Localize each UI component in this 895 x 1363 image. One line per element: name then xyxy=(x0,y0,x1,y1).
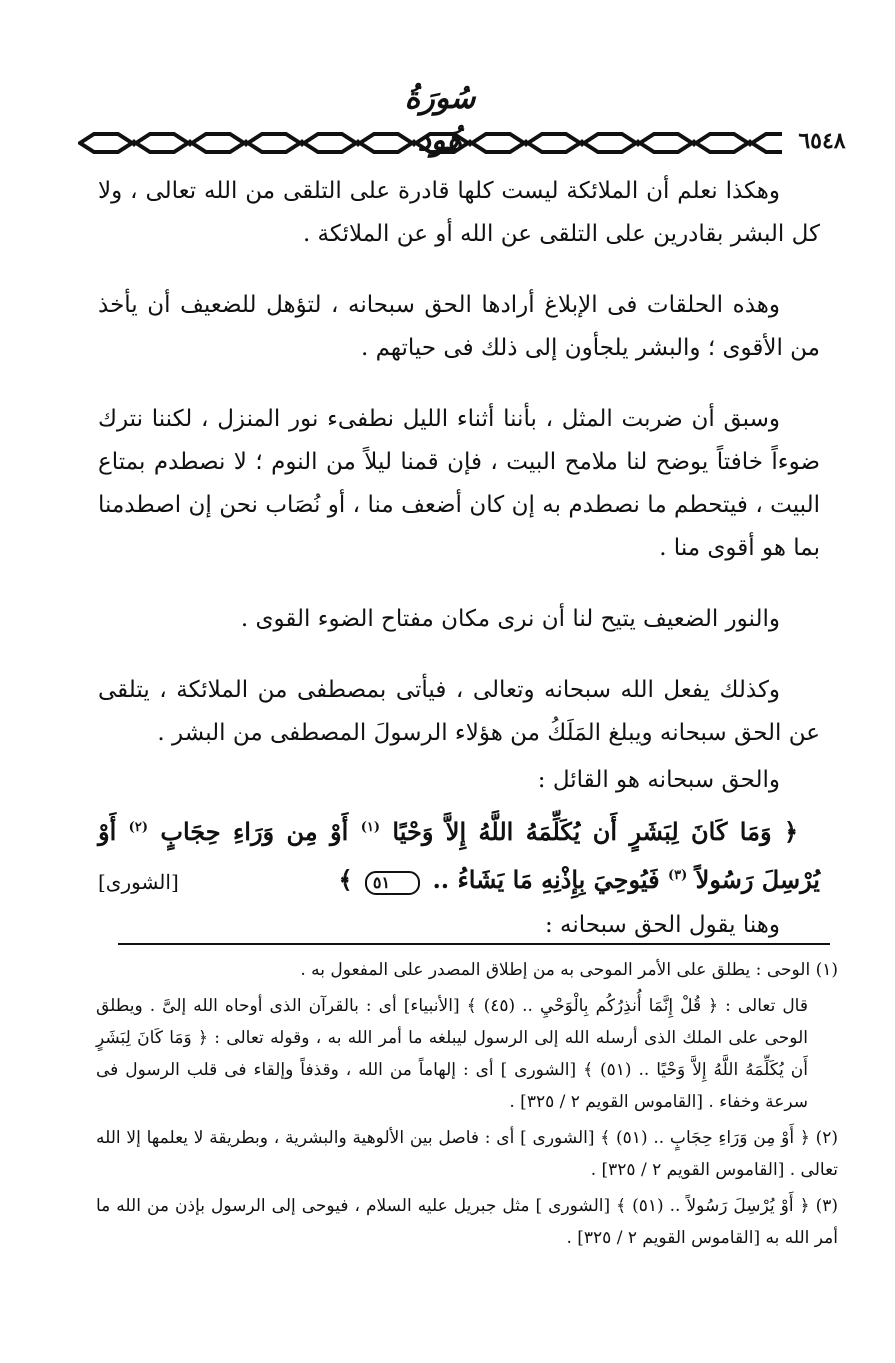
footnote-1-title: (١) الوحى : يطلق على الأمر الموحى به من إطلاق المصدر على المفعول به . xyxy=(300,960,838,980)
main-text xyxy=(98,170,820,975)
footnote-marker-1: (١) xyxy=(360,820,381,835)
paragraph-4: والنور الضعيف يتيح لنا أن نرى مكان مفتاح الضوء القوى . xyxy=(240,606,780,632)
footnote-marker-3: (٣) xyxy=(667,868,688,883)
footnote-3: (٣) ﴿ أَوْ يُرْسِلَ رَسُولاً .. (٥١) ﴾ [الشورى ] مثل جبريل عليه السلام ، فيوحى إلى الرسول بإذن من الله ما أمر الله به [القاموس القويم ٢ / ٣٢٥] . xyxy=(96,1196,838,1248)
footnotes xyxy=(96,954,838,1254)
page-number: ٦٥٤٨ xyxy=(782,126,862,156)
paragraph-2: وهذه الحلقات فى الإبلاغ أرادها الحق سبحانه ، لتؤهل للضعيف أن يأخذ من الأقوى ؛ والبشر يلجأون إلى ذلك فى حياتهم . xyxy=(98,292,820,361)
verse-close-bracket: ﴾ xyxy=(338,865,353,894)
footnote-divider xyxy=(118,943,830,945)
header-ornament-band xyxy=(78,128,838,158)
verse-number: ٥١ xyxy=(365,871,420,895)
paragraph-3: وسبق أن ضربت المثل ، بأننا أثناء الليل نطفىء نور المنزل ، لكننا نترك ضوءاً خافتاً يوضح لنا ملامح البيت ، فإن قمنا ليلاً من النوم ؛ لا نصطدم بمتاع البيت ، فيتحطم ما نصطدم به إن كان أضعف منا ، أو نُصَاب نحن إن اصطدمنا بما هو أقوى منا . xyxy=(98,406,820,561)
paragraph-6: والحق سبحانه هو القائل : xyxy=(537,767,780,793)
footnote-2: (٢) ﴿ أَوْ مِن وَرَاءِ حِجَابٍ .. (٥١) ﴾ [الشورى ] أى : فاصل بين الألوهية والبشرية ، وبطريقة لا يعلمها إلا الله تعالى . [القاموس القويم ٢ / ٣٢٥] . xyxy=(96,1128,838,1180)
verse-part-4: فَيُوحِيَ بِإِذْنِهِ مَا يَشَاءُ .. xyxy=(432,865,660,894)
paragraph-7: وهنا يقول الحق سبحانه : xyxy=(544,912,780,938)
verse-part-3: أَوْ يُرْسِلَ رَسُولاً xyxy=(98,817,820,894)
paragraph-5: وكذلك يفعل الله سبحانه وتعالى ، فيأتى بمصطفى من الملائكة ، يتلقى عن الحق سبحانه ويبلغ المَلَكُ من هؤلاء الرسولَ المصطفى من البشر . xyxy=(98,677,820,746)
footnote-1-body: قال تعالى : ﴿ قُلْ إِنَّمَا أُنذِرُكُم بِالْوَحْيِ .. (٤٥) ﴾ [الأنبياء] أى : بالقرآن الذى أوحاه الله إلىَّ . ويطلق الوحى على الملك الذى أرسله الله إلى الرسول ليبلغه ما أمر الله به ، وقوله تعالى : ﴿ وَمَا كَانَ لِبَشَرٍ أَن يُكَلِّمَهُ اللَّهُ إِلاَّ وَحْيًا .. (٥١) ﴾ [الشورى ] أى : إلهاماً من الله ، وقذفاً وإلقاء فى قلب الرسول فى سرعة وخفاء . [القاموس القويم ٢ / ٣٢٥] . xyxy=(96,996,808,1112)
footnote-marker-2: (٢) xyxy=(128,820,148,835)
paragraph-1: وهكذا نعلم أن الملائكة ليست كلها قادرة على التلقى من الله تعالى ، ولا كل البشر بقادرين على التلقى عن الله أو عن الملائكة . xyxy=(98,178,820,247)
verse-part-1: ﴿ وَمَا كَانَ لِبَشَرٍ أَن يُكَلِّمَهُ اللَّهُ إِلاَّ وَحْيًا xyxy=(392,817,799,846)
verse-part-2: أَوْ مِن وَرَاءِ حِجَابٍ xyxy=(160,817,349,846)
surah-reference: [الشورى] xyxy=(98,870,179,894)
quran-verse xyxy=(98,808,820,904)
surah-title: سُورَةُ هُود xyxy=(404,81,476,158)
